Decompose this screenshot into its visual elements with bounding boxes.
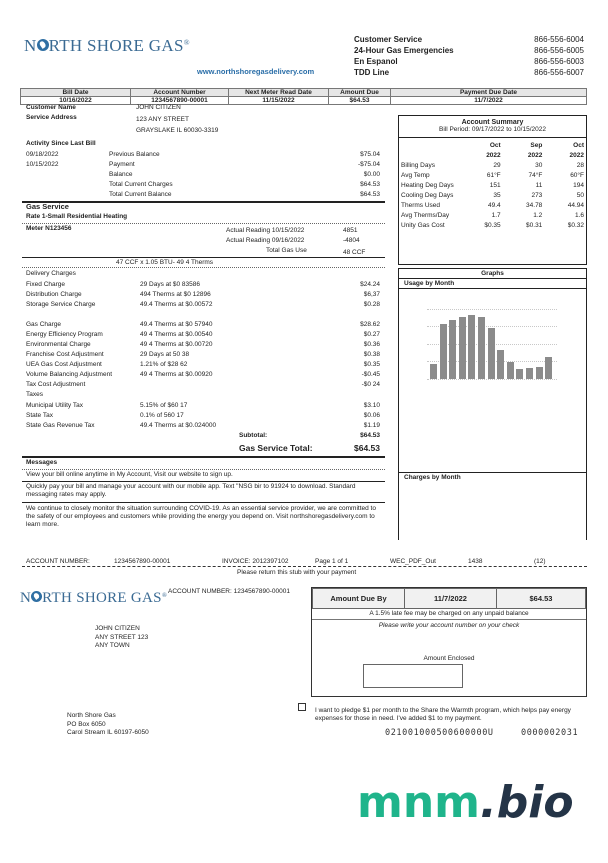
payment-due-date: 11/7/2022 [391,97,587,105]
charge-detail: 5.15% of $60 17 [140,402,188,409]
summary-label: Cooling Deg Days [401,191,454,199]
summary-value: 29 [493,161,501,169]
service-address-line1: 123 ANY STREET [136,116,189,123]
summary-value: 34.78 [526,201,543,209]
batch-code: 1438 [468,558,483,565]
total-gas-use-value: 48 CCF [343,249,366,256]
charge-amount: -$0 24 [361,381,380,388]
header-bill-date: Bill Date [21,89,131,97]
logo-text-start: N [24,36,37,55]
address-line: JOHN CITIZEN [95,625,140,632]
contact-row [354,56,584,67]
website-link[interactable]: www.northshoregasdelivery.com [197,67,315,76]
contact-row [354,45,584,56]
usage-chart-title: Usage by Month [399,279,586,289]
activity-amount: $64.53 [360,181,380,188]
charge-name: Volume Balancing Adjustment [26,371,112,378]
address-line: PO Box 6050 [67,720,106,728]
activity-title: Activity Since Last Bill [26,140,96,147]
summary-row [399,210,586,220]
logo-text-start: N [20,590,32,606]
meter-label: Meter N123456 [26,225,72,232]
account-summary-title: Account Summary [461,119,524,126]
contact-phone: 866-556-6004 [534,35,584,44]
stub-info-line [22,558,587,567]
usage-bar [536,367,543,379]
summary-col-month: Oct [489,141,501,149]
charge-name: UEA Gas Cost Adjustment [26,361,102,368]
charge-detail: 49.4 Therms at $0 57940 [140,321,213,328]
charge-amount: -$0.45 [361,371,380,378]
contact-row [354,34,584,45]
charge-name: Distribution Charge [26,291,82,298]
watermark-part2: .bio [480,777,574,828]
charge-detail: 29 Days at $0 83586 [140,281,200,288]
gas-service-total-label: Gas Service Total: [239,443,313,453]
summary-value: 30 [535,161,543,169]
reading-value: -4804 [343,237,360,244]
usage-bar [459,317,466,379]
activity-amount: $64.53 [360,191,380,198]
company-logo [24,36,190,56]
stub-amount: $64.53 [497,589,586,609]
summary-value: 49.4 [488,201,501,209]
charge-detail: 49.4 Therms at $0.024000 [140,422,217,429]
usage-bar [516,369,523,379]
contact-label: En Espanol [354,57,398,66]
page-indicator: Page 1 of 1 [315,558,349,565]
stub-account-value: 1234567890-00001 [114,558,171,565]
usage-bar [488,328,495,379]
message-item: Quickly pay your bill and manage your account with our mobile app. Text "NSG bir to 91924 to download. Standard messaging rates may apply. [26,483,356,498]
charge-amount: $0.27 [363,331,380,338]
divider [22,223,385,224]
activity-date: 10/15/2022 [26,161,59,168]
customer-mailing-address [95,625,148,651]
charge-amount: $0.38 [363,351,380,358]
charge-name: Gas Charge [26,321,62,328]
flame-logo-icon [37,39,49,51]
usage-bar [526,368,533,379]
subtotal-value: $64.53 [360,432,380,439]
charge-detail: 49 4 Therms at $0.00720 [140,341,213,348]
account-number: 1234567890-00001 [131,97,229,105]
message-item: We continue to closely monitor the situation surrounding COVID-19. As an essential service provider, we are committed to the safety of our employees and customers while providing the energy you depend on. Visit northshoregasdelivery.com to learn more. [26,505,376,528]
graphs-title: Graphs [399,269,586,279]
activity-desc: Balance [109,171,133,178]
summary-col-month: Oct [573,141,584,149]
address-line: North Shore Gas [67,712,116,719]
summary-col-month: Sep [530,141,543,149]
account-summary-box [398,115,587,265]
header-next-read-date: Next Meter Read Date [229,89,329,97]
micr-line-1: 021001000500600000U [385,728,494,738]
summary-label: Heating Deg Days [401,181,454,189]
header-payment-due-date: Payment Due Date [391,89,587,97]
charge-name: Environmental Charge [26,341,91,348]
summary-year-row [399,150,586,160]
stub-company-logo [20,590,167,607]
next-read-date: 11/15/2022 [229,97,329,105]
summary-value: 151 [489,181,501,189]
amount-enclosed-label: Amount Enclosed [423,655,475,662]
summary-value: $0.35 [484,221,501,229]
message-item: View your bill online anytime in My Account, Visit our website to sign up. [26,471,233,478]
graphs-box [398,268,587,540]
logo-text-end: RTH SHORE GAS [42,590,162,606]
charge-name: Fixed Charge [26,281,66,288]
usage-bar [440,324,447,379]
bill-date: 10/16/2022 [21,97,131,105]
summary-value: 50 [576,191,584,199]
gas-service-title: Gas Service [26,202,69,211]
activity-desc: Total Current Balance [109,191,172,198]
charge-name: Municipal Utility Tax [26,402,83,409]
summary-row [399,200,586,210]
summary-col-year: 2022 [486,151,501,159]
pledge-checkbox[interactable] [298,703,306,711]
header-account-number: Account Number [131,89,229,97]
reading-label: Actual Reading 09/16/2022 [226,237,305,244]
therm-conversion: 47 CCF x 1.05 BTU- 49 4 Therms [116,259,214,266]
summary-label: Avg Therms/Day [401,211,450,219]
watermark [357,778,574,828]
divider [22,257,385,258]
bill-info-table [20,88,587,105]
usage-bar [478,317,485,379]
messages-title: Messages [26,459,58,466]
usage-bar [507,362,514,380]
contact-phone: 866-556-6007 [534,68,584,77]
charge-name: State Tax [26,412,53,419]
bill-period: Bill Period: 09/17/2022 to 10/15/2022 [439,126,546,133]
charge-detail: 49 4 Therms at $0.00920 [140,371,213,378]
invoice-number: INVOICE: 2012397102 [222,558,289,565]
stub-due-date: 11/7/2022 [405,589,497,609]
divider [22,481,385,482]
summary-row [399,190,586,200]
summary-row [399,180,586,190]
return-stub-note: Please return this stub with your payment [237,569,357,576]
activity-desc: Total Current Charges [109,181,173,188]
divider [22,267,385,268]
activity-amount: -$75.04 [357,161,380,168]
activity-desc: Payment [109,161,135,168]
charge-name: Storage Service Charge [26,301,96,308]
bill-info-header-row [21,89,587,97]
charge-name: State Gas Revenue Tax [26,422,95,429]
summary-value: 35 [493,191,501,199]
usage-bar [430,364,437,379]
summary-value: $0.31 [526,221,543,229]
summary-value: 273 [531,191,543,199]
charge-detail: 1.21% of $28 62 [140,361,188,368]
usage-bar [468,315,475,379]
late-fee-note: A 1.5% late fee may be charged on any unpaid balance [312,609,586,620]
charges-chart-title: Charges by Month [404,474,461,481]
activity-date: 09/18/2022 [26,151,59,158]
charge-amount: $24.24 [360,281,380,288]
registered-mark: ® [161,592,168,599]
customer-name-label: Customer Name [26,104,76,111]
rate-label: Rate 1-Small Residential Heating [26,213,128,220]
amount-due-by-label: Amount Due By [313,589,405,609]
usage-bar [497,350,504,379]
batch-count: (12) [534,558,546,565]
summary-value: 11 [535,181,543,189]
service-address-label: Service Address [26,114,77,121]
remit-address [67,712,149,738]
summary-value: 74°F [528,171,543,179]
summary-value: 194 [573,181,584,189]
charge-name: Tax Cost Adjustment [26,381,86,388]
charge-amount: $0.06 [363,412,380,419]
stub-account-label: ACCOUNT NUMBER: [26,558,90,565]
summary-value: 44.94 [567,201,584,209]
summary-value: $0.32 [567,221,584,229]
divider [22,469,385,470]
summary-row [399,220,586,230]
address-line: ANY TOWN [95,642,130,649]
account-summary-table [399,140,586,230]
charge-detail: 49.4 Therms at $0.00572 [140,301,213,308]
summary-value: 28 [576,161,584,169]
divider [22,456,385,458]
summary-value: 61°F [486,171,501,179]
charge-amount: $28.62 [360,321,380,328]
charge-detail: 494 Therms at $0 12896 [140,291,211,298]
gas-service-total-value: $64.53 [354,443,380,453]
charge-name: Taxes [26,391,43,398]
summary-label: Billing Days [401,161,435,169]
summary-col-year: 2022 [569,151,584,159]
amount-enclosed-input[interactable] [363,664,463,688]
charge-amount: $6,37 [363,291,380,298]
summary-month-row [399,140,586,150]
stub-account-number: ACCOUNT NUMBER: 1234567890-00001 [168,588,290,595]
bill-info-value-row [21,97,587,105]
charge-amount: $0.36 [363,341,380,348]
charge-name: Franchise Cost Adjustment [26,351,104,358]
contact-list [354,34,584,78]
charge-amount: $0.35 [363,361,380,368]
summary-row [399,160,586,170]
amount-due-table [312,588,586,609]
summary-row [399,170,586,180]
summary-value: 60°F [570,171,584,179]
contact-label: 24-Hour Gas Emergencies [354,46,454,55]
summary-value: 1.7 [491,211,501,219]
usage-bar [545,357,552,379]
reading-value: 4851 [343,227,358,234]
summary-value: 1.2 [533,211,543,219]
summary-value: 1.6 [574,211,584,219]
summary-label: Unity Gas Cost [401,221,445,229]
activity-desc: Previous Balance [109,151,160,158]
logo-text-end: RTH SHORE GAS [48,36,184,55]
charge-amount: $0.28 [363,301,380,308]
service-address-line2: GRAYSLAKE IL 60030-3319 [136,127,219,134]
contact-phone: 866-556-6005 [534,46,584,55]
account-summary-header [399,116,586,133]
divider [22,502,385,503]
divider [22,201,385,203]
charge-detail: 29 Days at 50 38 [140,351,190,358]
flame-logo-icon [31,591,42,602]
address-line: ANY STREET 123 [95,633,149,641]
activity-amount: $75.04 [360,151,380,158]
address-line: Carol Stream IL 60197-6050 [67,729,149,736]
summary-col-year: 2022 [527,151,543,159]
reading-label: Actual Reading 10/15/2022 [226,227,305,234]
usage-bar-chart [427,309,557,379]
customer-name: JOHN CITIZEN [136,104,181,111]
charge-detail: 49 4 Therms at $0.00540 [140,331,213,338]
charge-detail: 0.1% of 560 17 [140,412,184,419]
usage-bar [449,320,456,379]
charge-amount: $1.19 [363,422,380,429]
summary-label: Avg Temp [401,171,430,179]
contact-label: Customer Service [354,35,423,44]
charge-name: Energy Efficiency Program [26,331,103,338]
check-note: Please write your account number on your check [378,622,520,629]
wec-code: WEC_PDF_Out [390,558,436,565]
activity-amount: $0.00 [363,171,380,178]
charge-amount: $3.10 [363,402,380,409]
contact-label: TDD Line [354,68,390,77]
contact-row [354,67,584,78]
watermark-part1: mnm [357,777,481,828]
summary-label: Therms Used [401,201,441,209]
micr-line-2: 0000002031 [521,728,579,738]
pledge-text: I want to pledge $1 per month to the Share the Warmth program, which helps pay energy expenses for those in need. I've added $1 to my payment. [315,707,571,722]
payment-box [311,587,587,697]
header-amount-due: Amount Due [329,89,391,97]
amount-due: $64.53 [329,97,391,105]
contact-phone: 866-556-6003 [534,57,584,66]
delivery-charges-label: Delivery Charges [26,270,76,277]
total-gas-use-label: Total Gas Use [266,247,307,254]
registered-mark: ® [183,38,190,47]
subtotal-label: Subtotal: [239,432,268,439]
